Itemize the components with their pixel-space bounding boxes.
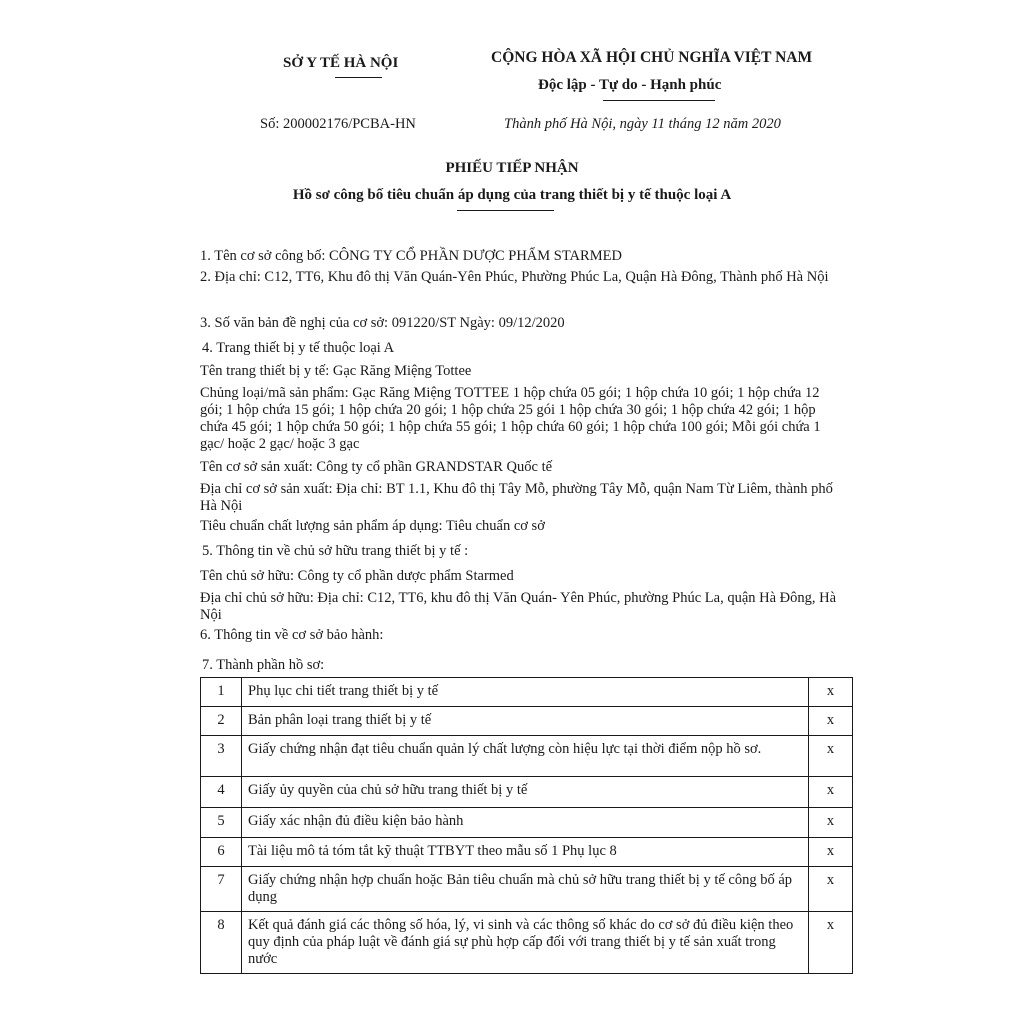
manufacturer-address: Địa chỉ cơ sở sản xuất: Địa chỉ: BT 1.1, Khu đô thị Tây Mỗ, phường Tây Mỗ, quận Nam Từ Liêm, thành phố Hà Nội	[200, 481, 833, 514]
row-check-mark: x	[809, 707, 853, 736]
row-description: Tài liệu mô tả tóm tắt kỹ thuật TTBYT theo mẫu số 1 Phụ lục 8	[242, 838, 809, 867]
doc-title: PHIẾU TIẾP NHẬN	[445, 160, 579, 176]
table-row	[201, 707, 853, 736]
subtitle-underline	[457, 210, 554, 211]
row-check-mark: x	[809, 808, 853, 838]
row-description: Giấy chứng nhận hợp chuẩn hoặc Bản tiêu chuẩn mà chủ sở hữu trang thiết bị y tế công bố áp dụng	[242, 867, 809, 912]
row-number: 5	[201, 808, 242, 838]
row-description: Giấy xác nhận đủ điều kiện bảo hành	[242, 808, 809, 838]
table-row	[201, 838, 853, 867]
documents-table	[200, 677, 853, 974]
row-check-mark: x	[809, 838, 853, 867]
table-row	[201, 912, 853, 974]
row-check-mark: x	[809, 736, 853, 777]
row-description: Bản phân loại trang thiết bị y tế	[242, 707, 809, 736]
row-check-mark: x	[809, 777, 853, 808]
item-3-request-number: 3. Số văn bản đề nghị của cơ sở: 091220/ST Ngày: 09/12/2020	[200, 315, 565, 331]
row-description: Giấy ủy quyền của chủ sở hữu trang thiết bị y tế	[242, 777, 809, 808]
row-number: 2	[201, 707, 242, 736]
row-check-mark: x	[809, 867, 853, 912]
place-date: Thành phố Hà Nội, ngày 11 tháng 12 năm 2020	[504, 116, 781, 132]
owner-name: Tên chủ sở hữu: Công ty cổ phần dược phẩm Starmed	[200, 568, 514, 584]
row-number: 8	[201, 912, 242, 974]
table-row	[201, 808, 853, 838]
row-number: 7	[201, 867, 242, 912]
item-1-establishment: 1. Tên cơ sở công bố: CÔNG TY CỔ PHẦN DƯỢC PHẨM STARMED	[200, 248, 622, 264]
row-description: Phụ lục chi tiết trang thiết bị y tế	[242, 678, 809, 707]
owner-address: Địa chỉ chủ sở hữu: Địa chỉ: C12, TT6, khu đô thị Văn Quán- Yên Phúc, phường Phúc La, quận Hà Đông, Hà Nội	[200, 590, 837, 623]
nation-title: CỘNG HÒA XÃ HỘI CHỦ NGHĨA VIỆT NAM	[491, 49, 813, 66]
doc-number: Số: 200002176/PCBA-HN	[260, 116, 416, 132]
table-row	[201, 867, 853, 912]
item-5-owner-info: 5. Thông tin về chủ sở hữu trang thiết bị y tế :	[202, 543, 469, 559]
agency-underline	[335, 77, 382, 78]
item-6-warranty: 6. Thông tin về cơ sở bảo hành:	[200, 627, 384, 643]
row-check-mark: x	[809, 678, 853, 707]
item-2-address: 2. Địa chỉ: C12, TT6, Khu đô thị Văn Quán-Yên Phúc, Phường Phúc La, Quận Hà Đông, Thành phố Hà Nội	[200, 269, 829, 285]
row-check-mark: x	[809, 912, 853, 974]
manufacturer-name: Tên cơ sở sản xuất: Công ty cổ phần GRANDSTAR Quốc tế	[200, 459, 553, 475]
row-number: 4	[201, 777, 242, 808]
table-row	[201, 678, 853, 707]
row-description: Kết quả đánh giá các thông số hóa, lý, vi sinh và các thông số khác do cơ sở đủ điều kiện theo quy định của pháp luật về đánh giá sự phù hợp cấp đối với trang thiết bị y tế sản xuất trong nước	[242, 912, 809, 974]
doc-subtitle: Hồ sơ công bố tiêu chuẩn áp dụng của trang thiết bị y tế thuộc loại A	[292, 187, 732, 203]
row-number: 6	[201, 838, 242, 867]
table-row	[201, 777, 853, 808]
item-4-device-class: 4. Trang thiết bị y tế thuộc loại A	[202, 340, 395, 356]
row-number: 1	[201, 678, 242, 707]
product-types: Chủng loại/mã sản phẩm: Gạc Răng Miệng TOTTEE 1 hộp chứa 05 gói; 1 hộp chứa 10 gói; 1 hộp chứa 12 gói; 1 hộp chứa 15 gói; 1 hộp chứa 20 gói; 1 hộp chứa 25 gói 1 hộp chứa 30 gói; 1 hộp chứa 42 gói; 1 hộp chứa 45 gói; 1 hộp chứa 50 gói; 1 hộp chứa 55 gói; 1 hộp chứa 60 gói; 1 hộp chứa 100 gói; Mỗi gói chứa 1 gạc/ hoặc 2 gạc/ hoặc 3 gạc	[200, 385, 821, 452]
device-name: Tên trang thiết bị y tế: Gạc Răng Miệng Tottee	[200, 363, 472, 379]
agency-name: SỞ Y TẾ HÀ NỘI	[283, 55, 399, 71]
row-number: 3	[201, 736, 242, 777]
row-description: Giấy chứng nhận đạt tiêu chuẩn quản lý chất lượng còn hiệu lực tại thời điểm nộp hồ sơ.	[242, 736, 809, 777]
quality-standard: Tiêu chuẩn chất lượng sản phẩm áp dụng: Tiêu chuẩn cơ sở	[200, 518, 545, 534]
table-row	[201, 736, 853, 777]
motto-underline	[603, 100, 715, 101]
motto: Độc lập - Tự do - Hạnh phúc	[538, 77, 722, 93]
item-7-documents: 7. Thành phần hồ sơ:	[202, 657, 325, 673]
